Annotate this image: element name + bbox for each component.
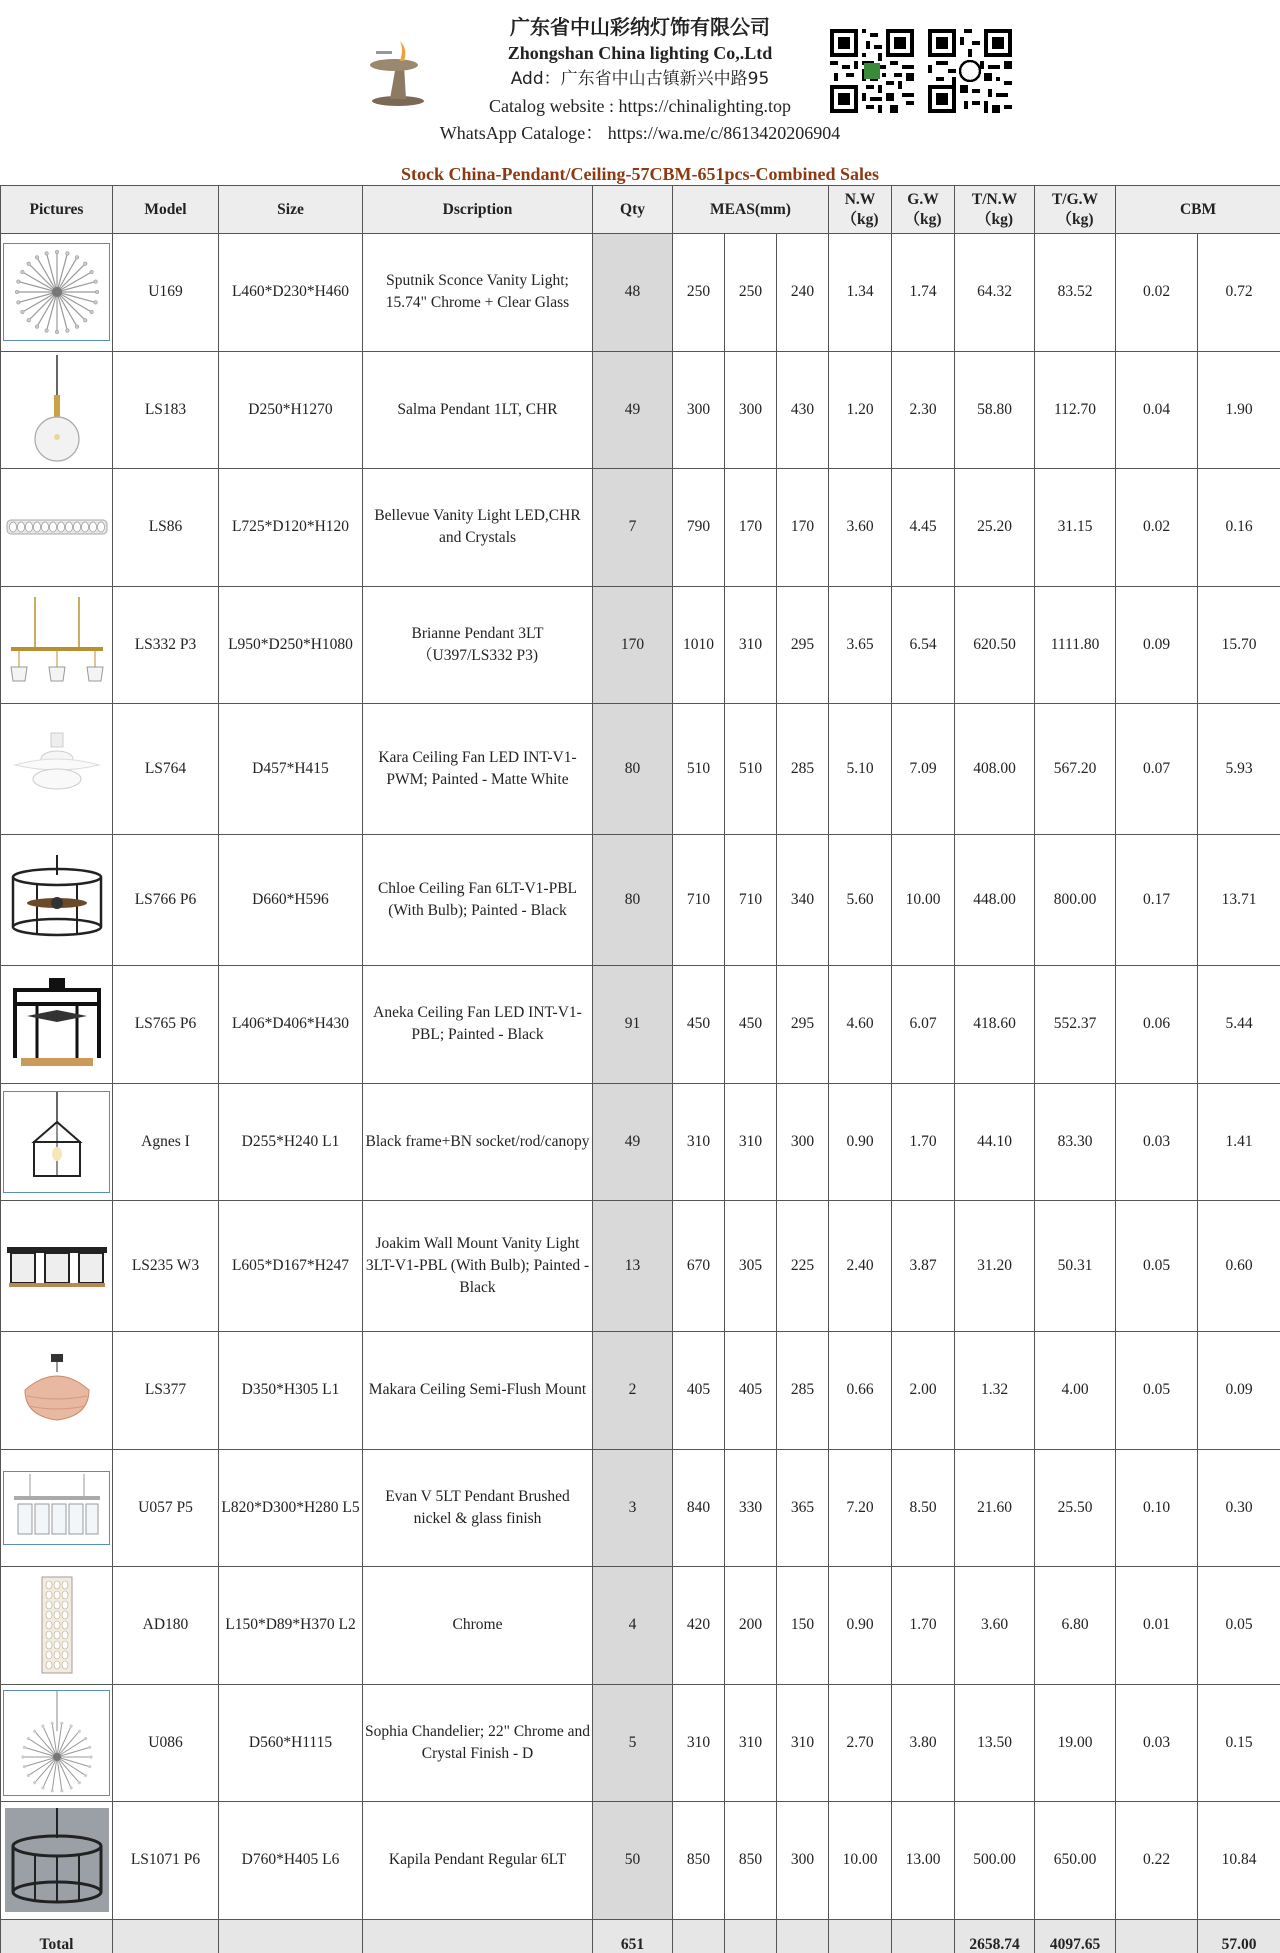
nw-cell: 0.90 xyxy=(829,1083,892,1201)
model-cell: U057 P5 xyxy=(113,1449,219,1567)
gw-cell: 7.09 xyxy=(892,704,955,835)
tgw-cell: 800.00 xyxy=(1035,835,1116,966)
col-cbm: CBM xyxy=(1116,186,1280,234)
sputnik-chandelier-image xyxy=(3,1690,110,1796)
product-picture-cell xyxy=(1,1449,113,1567)
whatsapp-catalogue: WhatsApp Cataloge： https://wa.me/c/8613420206904 xyxy=(439,123,841,143)
table-row xyxy=(1,1201,1280,1332)
cbm-total-cell: 0.16 xyxy=(1198,469,1280,587)
gw-cell: 10.00 xyxy=(892,835,955,966)
model-cell: LS183 xyxy=(113,351,219,469)
meas-height-cell: 170 xyxy=(777,469,829,587)
company-address: Add：广东省中山古镇新兴中路95 xyxy=(510,69,770,89)
qty-cell: 50 xyxy=(593,1802,673,1920)
tnw-cell: 31.20 xyxy=(955,1201,1035,1332)
nw-cell: 10.00 xyxy=(829,1802,892,1920)
product-picture-cell xyxy=(1,586,113,704)
gw-cell: 4.45 xyxy=(892,469,955,587)
tgw-cell: 4.00 xyxy=(1035,1332,1116,1450)
tnw-cell: 58.80 xyxy=(955,351,1035,469)
description-cell: Joakim Wall Mount Vanity Light 3LT-V1-PBL (With Bulb); Painted - Black xyxy=(363,1201,593,1332)
col-description: Dscription xyxy=(363,186,593,234)
cbm-total-cell: 13.71 xyxy=(1198,835,1280,966)
meas-width-cell: 170 xyxy=(725,469,777,587)
col-qty: Qty xyxy=(593,186,673,234)
size-cell: D560*H1115 xyxy=(219,1684,363,1802)
meas-length-cell: 1010 xyxy=(673,586,725,704)
meas-height-cell: 295 xyxy=(777,966,829,1084)
tnw-cell: 418.60 xyxy=(955,966,1035,1084)
description-cell: Bellevue Vanity Light LED,CHR and Crystals xyxy=(363,469,593,587)
meas-height-cell: 300 xyxy=(777,1802,829,1920)
model-cell: U086 xyxy=(113,1684,219,1802)
meas-height-cell: 340 xyxy=(777,835,829,966)
description-cell: Chloe Ceiling Fan 6LT-V1-PBL (With Bulb); Painted - Black xyxy=(363,835,593,966)
meas-length-cell: 710 xyxy=(673,835,725,966)
total-tgw: 4097.65 xyxy=(1035,1919,1116,1953)
product-picture-cell xyxy=(1,1332,113,1450)
description-cell: Brianne Pendant 3LT （U397/LS332 P3) xyxy=(363,586,593,704)
lantern-pendant-image xyxy=(3,1091,110,1193)
meas-length-cell: 310 xyxy=(673,1083,725,1201)
product-picture-cell xyxy=(1,966,113,1084)
size-cell: L605*D167*H247 xyxy=(219,1201,363,1332)
table-row xyxy=(1,704,1280,835)
white-fan-image xyxy=(3,729,110,809)
description-cell: Evan V 5LT Pendant Brushed nickel & glass finish xyxy=(363,1449,593,1567)
meas-width-cell: 310 xyxy=(725,1083,777,1201)
gw-cell: 2.30 xyxy=(892,351,955,469)
meas-length-cell: 310 xyxy=(673,1684,725,1802)
product-picture-cell xyxy=(1,1802,113,1920)
tgw-cell: 1111.80 xyxy=(1035,586,1116,704)
qty-cell: 170 xyxy=(593,586,673,704)
model-cell: LS766 P6 xyxy=(113,835,219,966)
qty-cell: 80 xyxy=(593,704,673,835)
meas-width-cell: 850 xyxy=(725,1802,777,1920)
model-cell: AD180 xyxy=(113,1567,219,1685)
product-picture-cell xyxy=(1,835,113,966)
col-model: Model xyxy=(113,186,219,234)
size-cell: D350*H305 L1 xyxy=(219,1332,363,1450)
table-row xyxy=(1,351,1280,469)
tnw-cell: 448.00 xyxy=(955,835,1035,966)
meas-length-cell: 510 xyxy=(673,704,725,835)
description-cell: Makara Ceiling Semi-Flush Mount xyxy=(363,1332,593,1450)
company-name-cn: 广东省中山彩纳灯饰有限公司 xyxy=(510,15,770,39)
gw-cell: 6.54 xyxy=(892,586,955,704)
tnw-cell: 21.60 xyxy=(955,1449,1035,1567)
model-cell: Agnes I xyxy=(113,1083,219,1201)
table-row xyxy=(1,469,1280,587)
nw-cell: 4.60 xyxy=(829,966,892,1084)
size-cell: L820*D300*H280 L5 xyxy=(219,1449,363,1567)
tnw-cell: 13.50 xyxy=(955,1684,1035,1802)
cbm-total-cell: 0.09 xyxy=(1198,1332,1280,1450)
wheel-chandelier-image xyxy=(3,1808,110,1912)
total-tnw: 2658.74 xyxy=(955,1919,1035,1953)
tgw-cell: 112.70 xyxy=(1035,351,1116,469)
qty-cell: 5 xyxy=(593,1684,673,1802)
meas-width-cell: 330 xyxy=(725,1449,777,1567)
total-qty: 651 xyxy=(593,1919,673,1953)
product-picture-cell xyxy=(1,1684,113,1802)
meas-width-cell: 250 xyxy=(725,234,777,352)
cbm-unit-cell: 0.05 xyxy=(1116,1332,1198,1450)
table-row xyxy=(1,1332,1280,1450)
table-row xyxy=(1,1567,1280,1685)
document-header xyxy=(0,0,1280,160)
model-cell: LS765 P6 xyxy=(113,966,219,1084)
meas-width-cell: 305 xyxy=(725,1201,777,1332)
cbm-unit-cell: 0.03 xyxy=(1116,1083,1198,1201)
col-meas: MEAS(mm) xyxy=(673,186,829,234)
cbm-unit-cell: 0.06 xyxy=(1116,966,1198,1084)
description-cell: Aneka Ceiling Fan LED INT-V1-PBL; Painted - Black xyxy=(363,966,593,1084)
qty-cell: 80 xyxy=(593,835,673,966)
table-row xyxy=(1,1684,1280,1802)
qr-code-icon xyxy=(830,28,914,114)
meas-length-cell: 250 xyxy=(673,234,725,352)
cbm-total-cell: 1.90 xyxy=(1198,351,1280,469)
cbm-unit-cell: 0.02 xyxy=(1116,234,1198,352)
product-picture-cell xyxy=(1,704,113,835)
gw-cell: 13.00 xyxy=(892,1802,955,1920)
meas-length-cell: 300 xyxy=(673,351,725,469)
size-cell: D760*H405 L6 xyxy=(219,1802,363,1920)
stock-table xyxy=(0,185,1280,1953)
meas-length-cell: 670 xyxy=(673,1201,725,1332)
semi-flush-image xyxy=(3,1350,110,1430)
nw-cell: 3.60 xyxy=(829,469,892,587)
size-cell: L460*D230*H460 xyxy=(219,234,363,352)
nw-cell: 2.40 xyxy=(829,1201,892,1332)
tgw-cell: 19.00 xyxy=(1035,1684,1116,1802)
meas-length-cell: 405 xyxy=(673,1332,725,1450)
col-tnw: T/N.W （kg) xyxy=(955,186,1035,234)
table-row xyxy=(1,1802,1280,1920)
gw-cell: 1.70 xyxy=(892,1083,955,1201)
meas-height-cell: 225 xyxy=(777,1201,829,1332)
tgw-cell: 25.50 xyxy=(1035,1449,1116,1567)
cbm-total-cell: 5.93 xyxy=(1198,704,1280,835)
tnw-cell: 500.00 xyxy=(955,1802,1035,1920)
total-label: Total xyxy=(1,1919,113,1953)
meas-height-cell: 300 xyxy=(777,1083,829,1201)
col-gw: G.W （kg) xyxy=(892,186,955,234)
model-cell: LS1071 P6 xyxy=(113,1802,219,1920)
description-cell: Salma Pendant 1LT, CHR xyxy=(363,351,593,469)
product-picture-cell xyxy=(1,469,113,587)
nw-cell: 1.34 xyxy=(829,234,892,352)
table-row xyxy=(1,1449,1280,1567)
qty-cell: 7 xyxy=(593,469,673,587)
wall-vanity-image xyxy=(3,1241,110,1291)
square-fan-image xyxy=(3,976,110,1072)
model-cell: LS764 xyxy=(113,704,219,835)
cage-fan-image xyxy=(3,855,110,945)
company-block xyxy=(400,14,880,147)
meas-length-cell: 850 xyxy=(673,1802,725,1920)
globe-pendant-image xyxy=(3,355,110,465)
gw-cell: 6.07 xyxy=(892,966,955,1084)
meas-length-cell: 840 xyxy=(673,1449,725,1567)
qty-cell: 13 xyxy=(593,1201,673,1332)
crystal-sconce-image xyxy=(3,1573,110,1677)
size-cell: D255*H240 L1 xyxy=(219,1083,363,1201)
gw-cell: 2.00 xyxy=(892,1332,955,1450)
nw-cell: 2.70 xyxy=(829,1684,892,1802)
cbm-unit-cell: 0.04 xyxy=(1116,351,1198,469)
meas-height-cell: 150 xyxy=(777,1567,829,1685)
cbm-unit-cell: 0.17 xyxy=(1116,835,1198,966)
meas-height-cell: 285 xyxy=(777,704,829,835)
model-cell: LS332 P3 xyxy=(113,586,219,704)
qty-cell: 4 xyxy=(593,1567,673,1685)
tnw-cell: 64.32 xyxy=(955,234,1035,352)
gw-cell: 1.74 xyxy=(892,234,955,352)
tgw-cell: 50.31 xyxy=(1035,1201,1116,1332)
cbm-total-cell: 0.60 xyxy=(1198,1201,1280,1332)
total-cbm: 57.00 xyxy=(1198,1919,1280,1953)
total-row xyxy=(1,1919,1280,1953)
meas-width-cell: 310 xyxy=(725,1684,777,1802)
qty-cell: 3 xyxy=(593,1449,673,1567)
cbm-unit-cell: 0.07 xyxy=(1116,704,1198,835)
description-cell: Kapila Pendant Regular 6LT xyxy=(363,1802,593,1920)
tgw-cell: 31.15 xyxy=(1035,469,1116,587)
table-row xyxy=(1,835,1280,966)
tgw-cell: 650.00 xyxy=(1035,1802,1116,1920)
size-cell: L950*D250*H1080 xyxy=(219,586,363,704)
size-cell: D250*H1270 xyxy=(219,351,363,469)
nw-cell: 0.66 xyxy=(829,1332,892,1450)
cbm-total-cell: 15.70 xyxy=(1198,586,1280,704)
tgw-cell: 83.52 xyxy=(1035,234,1116,352)
tgw-cell: 567.20 xyxy=(1035,704,1116,835)
cbm-unit-cell: 0.03 xyxy=(1116,1684,1198,1802)
nw-cell: 0.90 xyxy=(829,1567,892,1685)
size-cell: D660*H596 xyxy=(219,835,363,966)
cbm-total-cell: 5.44 xyxy=(1198,966,1280,1084)
tgw-cell: 83.30 xyxy=(1035,1083,1116,1201)
meas-width-cell: 710 xyxy=(725,835,777,966)
meas-width-cell: 200 xyxy=(725,1567,777,1685)
meas-length-cell: 420 xyxy=(673,1567,725,1685)
model-cell: LS86 xyxy=(113,469,219,587)
tnw-cell: 620.50 xyxy=(955,586,1035,704)
cbm-unit-cell: 0.01 xyxy=(1116,1567,1198,1685)
meas-height-cell: 430 xyxy=(777,351,829,469)
tnw-cell: 25.20 xyxy=(955,469,1035,587)
description-cell: Black frame+BN socket/rod/canopy xyxy=(363,1083,593,1201)
model-cell: LS235 W3 xyxy=(113,1201,219,1332)
tnw-cell: 3.60 xyxy=(955,1567,1035,1685)
meas-height-cell: 240 xyxy=(777,234,829,352)
meas-width-cell: 510 xyxy=(725,704,777,835)
description-cell: Chrome xyxy=(363,1567,593,1685)
linear-pendant-image xyxy=(3,597,110,693)
meas-height-cell: 295 xyxy=(777,586,829,704)
tnw-cell: 1.32 xyxy=(955,1332,1035,1450)
product-picture-cell xyxy=(1,234,113,352)
meas-width-cell: 405 xyxy=(725,1332,777,1450)
cbm-total-cell: 10.84 xyxy=(1198,1802,1280,1920)
size-cell: L725*D120*H120 xyxy=(219,469,363,587)
tgw-cell: 6.80 xyxy=(1035,1567,1116,1685)
crystal-bar-image xyxy=(3,512,110,542)
qty-cell: 2 xyxy=(593,1332,673,1450)
cbm-total-cell: 0.15 xyxy=(1198,1684,1280,1802)
nw-cell: 1.20 xyxy=(829,351,892,469)
qty-cell: 49 xyxy=(593,351,673,469)
product-picture-cell xyxy=(1,1567,113,1685)
cbm-unit-cell: 0.22 xyxy=(1116,1802,1198,1920)
sheet-title: Stock China-Pendant/Ceiling-57CBM-651pcs-Combined Sales xyxy=(400,164,880,184)
tnw-cell: 44.10 xyxy=(955,1083,1035,1201)
nw-cell: 7.20 xyxy=(829,1449,892,1567)
tnw-cell: 408.00 xyxy=(955,704,1035,835)
product-picture-cell xyxy=(1,351,113,469)
sputnik-sconce-image xyxy=(3,243,110,341)
nw-cell: 3.65 xyxy=(829,586,892,704)
cbm-total-cell: 0.05 xyxy=(1198,1567,1280,1685)
gw-cell: 3.87 xyxy=(892,1201,955,1332)
description-cell: Sputnik Sconce Vanity Light; 15.74" Chrome + Clear Glass xyxy=(363,234,593,352)
description-cell: Sophia Chandelier; 22" Chrome and Crystal Finish - D xyxy=(363,1684,593,1802)
qty-cell: 48 xyxy=(593,234,673,352)
nw-cell: 5.10 xyxy=(829,704,892,835)
gw-cell: 8.50 xyxy=(892,1449,955,1567)
size-cell: L150*D89*H370 L2 xyxy=(219,1567,363,1685)
qty-cell: 49 xyxy=(593,1083,673,1201)
gw-cell: 3.80 xyxy=(892,1684,955,1802)
cbm-total-cell: 0.72 xyxy=(1198,234,1280,352)
cbm-unit-cell: 0.05 xyxy=(1116,1201,1198,1332)
meas-width-cell: 300 xyxy=(725,351,777,469)
product-picture-cell xyxy=(1,1083,113,1201)
table-row xyxy=(1,234,1280,352)
col-pictures: Pictures xyxy=(1,186,113,234)
meas-height-cell: 365 xyxy=(777,1449,829,1567)
size-cell: D457*H415 xyxy=(219,704,363,835)
table-row xyxy=(1,586,1280,704)
meas-length-cell: 450 xyxy=(673,966,725,1084)
cbm-total-cell: 0.30 xyxy=(1198,1449,1280,1567)
cbm-total-cell: 1.41 xyxy=(1198,1083,1280,1201)
nw-cell: 5.60 xyxy=(829,835,892,966)
meas-height-cell: 310 xyxy=(777,1684,829,1802)
cbm-unit-cell: 0.09 xyxy=(1116,586,1198,704)
col-tgw: T/G.W （kg) xyxy=(1035,186,1116,234)
meas-width-cell: 450 xyxy=(725,966,777,1084)
product-picture-cell xyxy=(1,1201,113,1332)
col-nw: N.W （kg) xyxy=(829,186,892,234)
meas-height-cell: 285 xyxy=(777,1332,829,1450)
glass-pendant-image xyxy=(3,1471,110,1545)
whatsapp-qr-code-icon xyxy=(928,28,1012,114)
description-cell: Kara Ceiling Fan LED INT-V1-PWM; Painted - Matte White xyxy=(363,704,593,835)
tgw-cell: 552.37 xyxy=(1035,966,1116,1084)
gw-cell: 1.70 xyxy=(892,1567,955,1685)
table-row xyxy=(1,1083,1280,1201)
table-row xyxy=(1,966,1280,1084)
cbm-unit-cell: 0.10 xyxy=(1116,1449,1198,1567)
meas-width-cell: 310 xyxy=(725,586,777,704)
catalog-website: Catalog website : https://chinalighting.top xyxy=(489,96,791,116)
cbm-unit-cell: 0.02 xyxy=(1116,469,1198,587)
size-cell: L406*D406*H430 xyxy=(219,966,363,1084)
col-size: Size xyxy=(219,186,363,234)
meas-length-cell: 790 xyxy=(673,469,725,587)
qty-cell: 91 xyxy=(593,966,673,1084)
model-cell: U169 xyxy=(113,234,219,352)
model-cell: LS377 xyxy=(113,1332,219,1450)
company-name-en: Zhongshan China lighting Co,.Ltd xyxy=(507,43,773,63)
table-header-row xyxy=(1,186,1280,234)
